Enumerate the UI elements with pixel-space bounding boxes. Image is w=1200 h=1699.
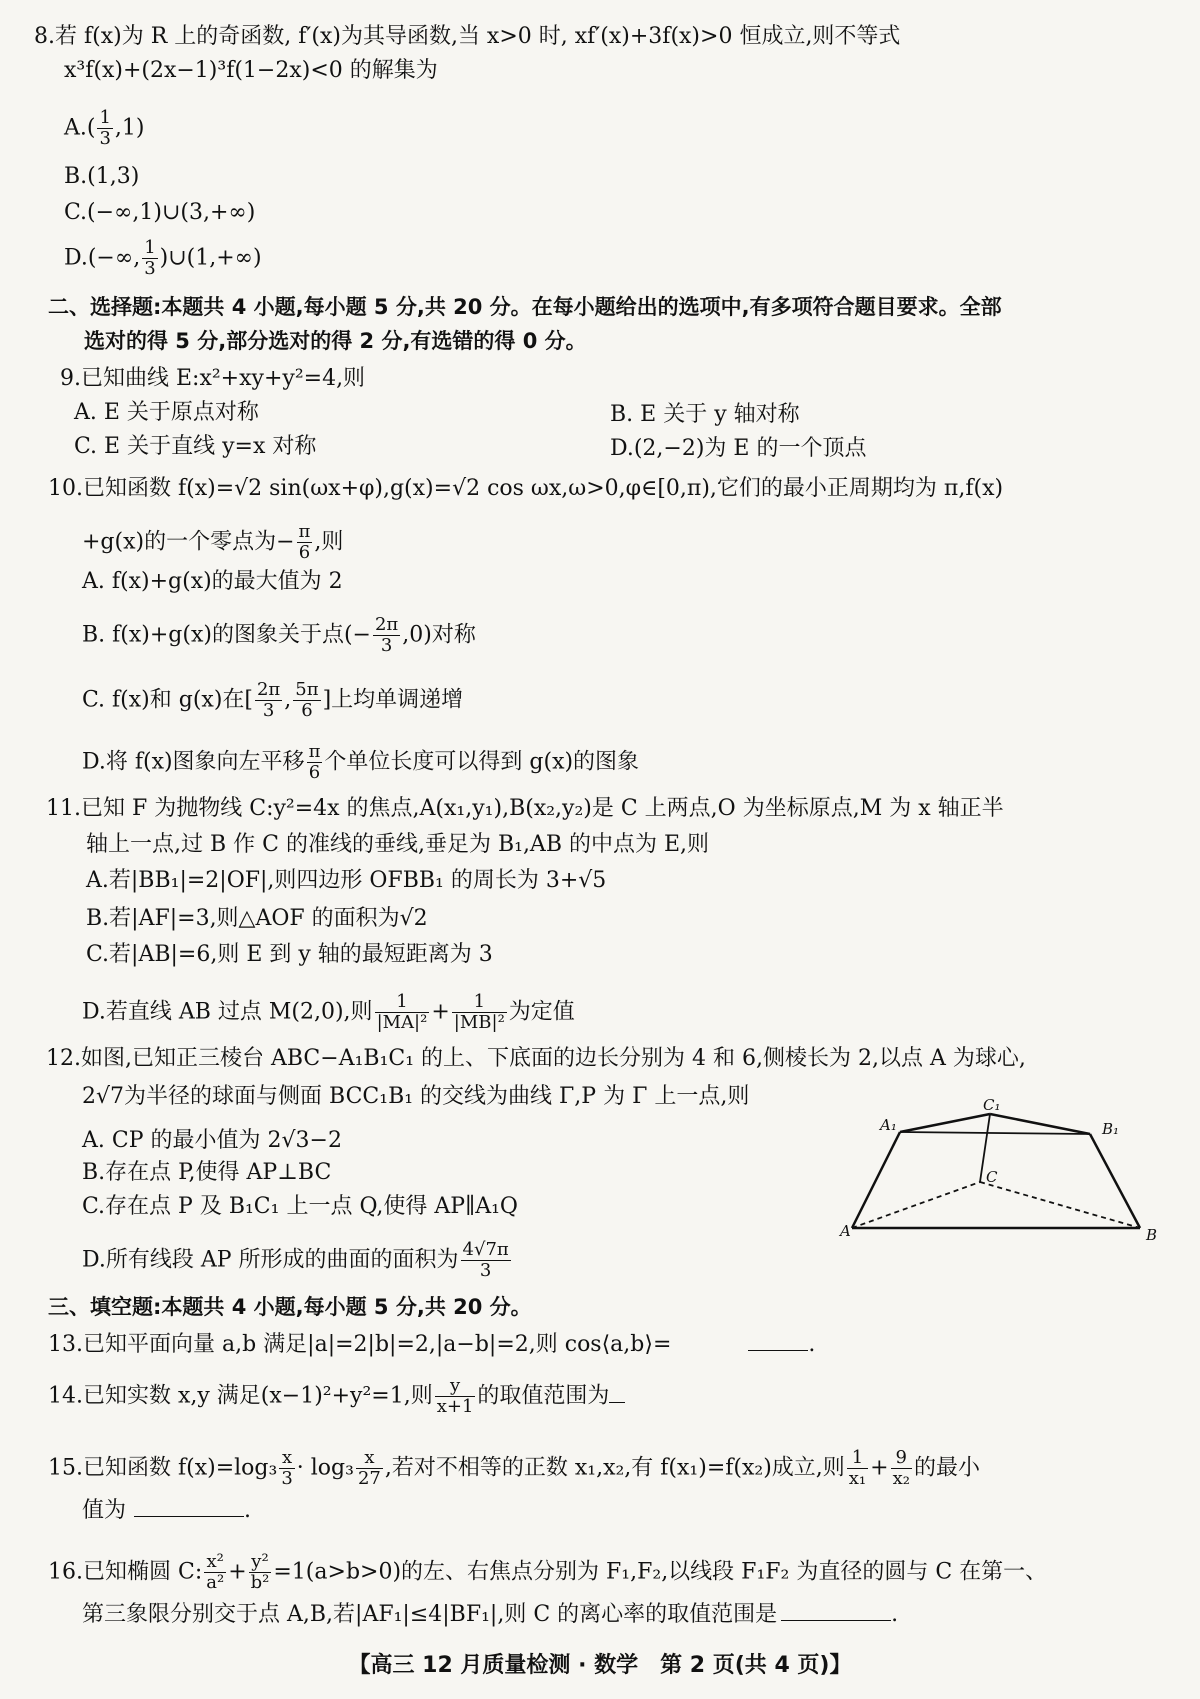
q9-stem: 9.已知曲线 E:x²+xy+y²=4,则 — [60, 366, 366, 391]
q8-d-numerator: 1 — [144, 237, 156, 258]
q13-text: 13.已知平面向量 a,b 满足|a|=2|b|=2,|a−b|=2,则 cos⟨a,b⟩= — [48, 1332, 672, 1357]
q10-stem-2-prefix: +g(x)的一个零点为− — [82, 529, 295, 555]
q9-option-d: D.(2,−2)为 E 的一个顶点 — [610, 436, 867, 461]
q8-d-suffix: )∪(1,+∞) — [159, 245, 262, 271]
q14-stem — [48, 1376, 625, 1417]
q15-answer-blank[interactable] — [134, 1516, 244, 1517]
edge-a-a1 — [852, 1132, 900, 1228]
q11-d-numerator-2: 1 — [452, 992, 507, 1013]
q15-fraction-4 — [891, 1448, 912, 1489]
q8-option-b: B.(1,3) — [64, 164, 140, 189]
q16-prefix: 16.已知椭圆 C: — [48, 1559, 203, 1585]
q13-end: . — [808, 1332, 816, 1357]
q16-suffix: =1(a>b>0)的左、右焦点分别为 F₁,F₂,以线段 F₁F₂ 为直径的圆与 C 在第一、 — [273, 1559, 1048, 1585]
q15-denominator-2: 27 — [357, 1468, 381, 1489]
q14-denominator: x+1 — [436, 1396, 474, 1417]
q10-d-numerator: π — [308, 741, 321, 762]
q15-stem — [48, 1448, 980, 1489]
q11-option-d: D.若直线 AB 过点 M(2,0),则 $\frac{1}{\text{|MA|²}}$ + $\frac{1}{\text{|MB|²}}$ 为定值 — [82, 991, 575, 1033]
q15-end: . — [244, 1498, 252, 1523]
section-2-heading-line-2: 选对的得 5 分,部分选对的得 2 分,有选错的得 0 分。 — [84, 329, 587, 353]
label-c1: C₁ — [983, 1096, 1001, 1114]
section-3-heading: 三、填空题:本题共 4 小题,每小题 5 分,共 20 分。 — [48, 1295, 532, 1319]
q15-mid-2: ,若对不相等的正数 x₁,x₂,有 f(x₁)=f(x₂)成立,则 — [384, 1455, 845, 1481]
q15-mid: · log₃ — [296, 1455, 354, 1481]
q15-prefix: 15.已知函数 f(x)=log₃ — [48, 1455, 278, 1481]
q9-option-a: A. E 关于原点对称 — [74, 400, 259, 425]
q15-fraction-2 — [356, 1448, 383, 1489]
q8-option-d — [64, 238, 262, 279]
q14-prefix: 14.已知实数 x,y 满足(x−1)²+y²=1,则 — [48, 1383, 433, 1409]
q11-d-prefix: D.若直线 AB 过点 M(2,0),则 — [82, 999, 373, 1025]
q15-numerator-1: x — [279, 1448, 294, 1469]
q10-option-b — [82, 615, 476, 656]
label-a1: A₁ — [880, 1116, 897, 1134]
q12-stem-line-2: 2√7为半径的球面与侧面 BCC₁B₁ 的交线为曲线 Γ,P 为 Γ 上一点,则 — [82, 1084, 750, 1109]
q12-option-a: A. CP 的最小值为 2√3−2 — [82, 1128, 342, 1153]
q15-denominator-3: x₁ — [848, 1468, 867, 1489]
q14-numerator: y — [435, 1376, 476, 1397]
q16-stem — [48, 1552, 1047, 1593]
q12-option-b: B.存在点 P,使得 AP⊥BC — [82, 1160, 332, 1185]
q10-c-numerator-1: 2π — [256, 679, 281, 700]
q8-stem-line-2: x³f(x)+(2x−1)³f(1−2x)<0 的解集为 — [64, 58, 438, 83]
q12-d-numerator: 4√7π — [462, 1239, 509, 1260]
q16-line-2-text: 第三象限分别交于点 A,B,若|AF₁|≤4|BF₁|,则 C 的离心率的取值范围是 — [82, 1602, 778, 1627]
q11-option-a: A.若|BB₁|=2|OF|,则四边形 OFBB₁ 的周长为 3+√5 — [86, 868, 607, 893]
q15-fraction-1 — [279, 1448, 294, 1489]
q10-b-denominator: 3 — [380, 635, 393, 656]
q11-d-suffix: 为定值 — [508, 999, 575, 1025]
q11-option-b: B.若|AF|=3,则△AOF 的面积为√2 — [86, 906, 428, 931]
label-a: A — [840, 1222, 851, 1240]
q14-fraction — [435, 1376, 476, 1417]
q8-option-a — [64, 108, 145, 149]
q16-fraction-2 — [249, 1552, 272, 1593]
q16-plus: + — [228, 1559, 247, 1585]
q16-numerator-1: x² — [204, 1552, 226, 1573]
q10-b-fraction — [373, 615, 400, 656]
q10-zero-denominator: 6 — [298, 542, 311, 563]
q8-a-suffix: ,1) — [114, 115, 145, 141]
edge-b-b1 — [1090, 1134, 1140, 1228]
q16-fraction-1 — [204, 1552, 226, 1593]
section-2-heading-line-1: 二、选择题:本题共 4 小题,每小题 5 分,共 20 分。在每小题给出的选项中,有多项符合题目要求。全部 — [48, 295, 1002, 319]
q16-numerator-2: y² — [249, 1552, 272, 1573]
q12-option-d — [82, 1240, 513, 1281]
q14-answer-blank[interactable] — [609, 1402, 625, 1403]
q16-answer-blank[interactable] — [781, 1620, 891, 1621]
q10-b-prefix: B. f(x)+g(x)的图象关于点(− — [82, 622, 371, 648]
q15-suffix: 的最小 — [913, 1455, 980, 1481]
q8-a-prefix: A.( — [64, 115, 96, 141]
q11-d-fraction-1 — [375, 992, 430, 1033]
q12-option-c: C.存在点 P 及 B₁C₁ 上一点 Q,使得 AP∥A₁Q — [82, 1194, 518, 1219]
q8-stem-line-1: 8.若 f(x)为 R 上的奇函数, f′(x)为其导函数,当 x>0 时, xf′(x)+3f(x)>0 恒成立,则不等式 — [34, 24, 901, 49]
q11-d-denominator-1: |MA|² — [376, 1012, 428, 1033]
frustum-figure — [840, 1096, 1160, 1260]
label-b1: B₁ — [1102, 1120, 1120, 1138]
q10-stem-line-1: 10.已知函数 f(x)=√2 sin(ωx+φ),g(x)=√2 cos ωx,ω>0,φ∈[0,π),它们的最小正周期均为 π,f(x) — [48, 476, 1004, 501]
q9-option-c: C. E 关于直线 y=x 对称 — [74, 434, 317, 459]
q12-stem-line-1: 12.如图,已知正三棱台 ABC−A₁B₁C₁ 的上、下底面的边长分别为 4 和 6,侧棱长为 2,以点 A 为球心, — [46, 1046, 1026, 1071]
q11-d-numerator-1: 1 — [375, 992, 430, 1013]
q10-d-denominator: 6 — [308, 762, 321, 783]
q10-c-denominator-2: 6 — [301, 700, 313, 721]
q13-stem — [48, 1330, 815, 1360]
q10-c-suffix: ]上均单调递增 — [322, 687, 464, 713]
q10-option-c: C. f(x)和 g(x)在[ $\frac{2\pi}{3}$ , $\frac{5\pi}{6}$ ]上均单调递增 — [82, 679, 464, 721]
q10-zero-numerator: π — [298, 521, 311, 542]
q11-stem-line-2: 轴上一点,过 B 作 C 的准线的垂线,垂足为 B₁,AB 的中点为 E,则 — [86, 832, 710, 857]
q12-d-prefix: D.所有线段 AP 所形成的曲面的面积为 — [82, 1247, 459, 1273]
q8-a-fraction — [97, 108, 112, 149]
q10-c-numerator-2: 5π — [295, 679, 319, 700]
q15-denominator-1: 3 — [281, 1468, 293, 1489]
q14-suffix: 的取值范围为 — [477, 1383, 610, 1409]
edge-c-b-hidden — [980, 1182, 1140, 1228]
q10-zero-fraction — [297, 522, 313, 563]
q12-d-fraction — [461, 1240, 511, 1281]
q10-c-fraction-2 — [293, 680, 320, 721]
q16-line-2 — [82, 1600, 898, 1630]
q8-d-fraction — [142, 238, 157, 279]
q9-option-b: B. E 关于 y 轴对称 — [610, 402, 800, 427]
q15-fraction-3 — [847, 1448, 868, 1489]
q15-plus: + — [870, 1455, 889, 1481]
page-footer: 【高三 12 月质量检测 · 数学 第 2 页(共 4 页)】 — [348, 1653, 852, 1678]
q15-numerator-4: 9 — [891, 1448, 912, 1469]
q10-stem-line-2 — [82, 522, 343, 563]
q15-line-2 — [82, 1496, 251, 1526]
q11-d-fraction-2 — [452, 992, 507, 1033]
q11-stem-line-1: 11.已知 F 为抛物线 C:y²=4x 的焦点,A(x₁,y₁),B(x₂,y₂)是 C 上两点,O 为坐标原点,M 为 x 轴正半 — [46, 796, 1004, 821]
q16-denominator-2: b² — [250, 1572, 270, 1593]
q15-numerator-2: x — [356, 1448, 383, 1469]
q10-b-suffix: ,0)对称 — [402, 622, 476, 648]
q16-denominator-1: a² — [206, 1572, 225, 1593]
q8-d-prefix: D.(−∞, — [64, 245, 141, 271]
label-c: C — [986, 1168, 998, 1186]
label-b: B — [1146, 1226, 1158, 1244]
q15-denominator-4: x₂ — [892, 1468, 910, 1489]
q15-numerator-3: 1 — [847, 1448, 868, 1469]
q10-option-a: A. f(x)+g(x)的最大值为 2 — [82, 569, 343, 594]
q10-c-denominator-1: 3 — [262, 700, 275, 721]
q10-d-suffix: 个单位长度可以得到 g(x)的图象 — [324, 749, 640, 775]
q10-option-d — [82, 742, 639, 783]
q8-a-denominator: 3 — [99, 128, 111, 149]
edge-a1-c1 — [900, 1114, 990, 1132]
edge-c1-b1 — [990, 1114, 1090, 1134]
q11-d-denominator-2: |MB|² — [453, 1012, 505, 1033]
q10-b-numerator: 2π — [374, 614, 399, 635]
q13-answer-blank[interactable] — [748, 1350, 808, 1351]
q16-end: . — [891, 1602, 899, 1627]
q10-stem-2-suffix: ,则 — [314, 529, 344, 555]
q8-option-c: C.(−∞,1)∪(3,+∞) — [64, 200, 256, 225]
q15-line-2-text: 值为 — [82, 1498, 127, 1523]
q10-d-fraction — [307, 742, 323, 783]
q10-c-prefix: C. f(x)和 g(x)在[ — [82, 687, 253, 713]
edge-a1-b1 — [900, 1132, 1090, 1134]
q8-a-numerator: 1 — [99, 107, 111, 128]
q8-d-denominator: 3 — [144, 258, 156, 279]
q10-c-fraction-1 — [255, 680, 282, 721]
q10-d-prefix: D.将 f(x)图象向左平移 — [82, 749, 305, 775]
q11-option-c: C.若|AB|=6,则 E 到 y 轴的最短距离为 3 — [86, 942, 493, 967]
q12-d-denominator: 3 — [479, 1260, 492, 1281]
